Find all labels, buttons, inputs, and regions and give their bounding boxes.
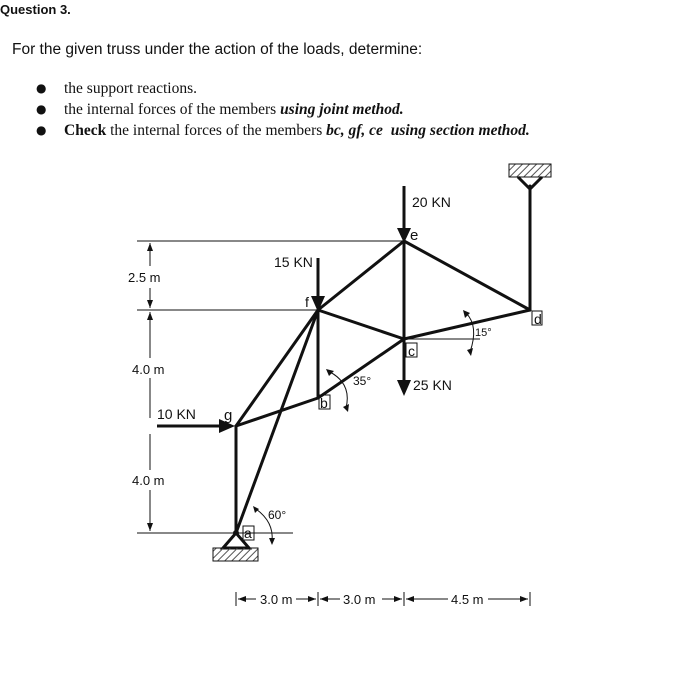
task-text: the support reactions. <box>64 80 198 97</box>
node-label-b: b <box>320 395 328 411</box>
angle-label-a: 60° <box>268 508 287 522</box>
angle-arcs <box>256 313 480 541</box>
task-check-word: Check <box>64 122 107 139</box>
dim-label-v3: 4.0 m <box>132 473 165 488</box>
load-label-e: 20 KN <box>412 194 451 210</box>
task-method: using section method. <box>390 122 530 139</box>
node-label-e: e <box>410 227 419 244</box>
extension-lines <box>137 190 404 533</box>
load-label-c: 25 KN <box>413 377 452 393</box>
load-label-f: 15 KN <box>274 254 313 270</box>
bullet-icon: ● <box>36 123 47 137</box>
dim-label-h2: 3.0 m <box>343 592 376 607</box>
task-emphasis: using joint method. <box>280 101 404 118</box>
question-prompt: For the given truss under the action of the loads, determine: <box>12 41 423 58</box>
task-text: the internal forces of the members <box>64 101 281 118</box>
member-gf <box>236 310 318 426</box>
member-bc <box>318 339 404 398</box>
question-title: Question 3. <box>0 2 71 17</box>
dim-label-h1: 3.0 m <box>260 592 293 607</box>
task-text: the internal forces of the members <box>106 122 327 139</box>
angle-label-b: 35° <box>353 374 372 388</box>
node-label-d: d <box>534 311 542 327</box>
truss-members <box>236 186 530 533</box>
node-label-g: g <box>224 407 233 424</box>
angle-label-c: 15° <box>475 327 492 339</box>
load-label-g: 10 KN <box>157 406 196 422</box>
member-fc <box>318 310 404 339</box>
bullet-icon: ● <box>36 102 47 116</box>
arrowhead-c <box>397 380 411 396</box>
bullet-icon: ● <box>36 81 47 95</box>
angle-arc-b <box>330 372 347 408</box>
dim-label-v1: 2.5 m <box>128 270 161 285</box>
dim-label-v2: 4.0 m <box>132 362 165 377</box>
angle-arc-c <box>466 313 474 352</box>
node-label-a: a <box>244 525 252 541</box>
dim-label-h3: 4.5 m <box>451 592 484 607</box>
member-fe <box>318 241 404 310</box>
load-arrows <box>157 186 404 426</box>
node-label-c: c <box>408 343 415 359</box>
task-members: bc, gf, ce <box>326 122 383 139</box>
node-label-f: f <box>305 294 309 310</box>
member-ed <box>404 241 530 310</box>
